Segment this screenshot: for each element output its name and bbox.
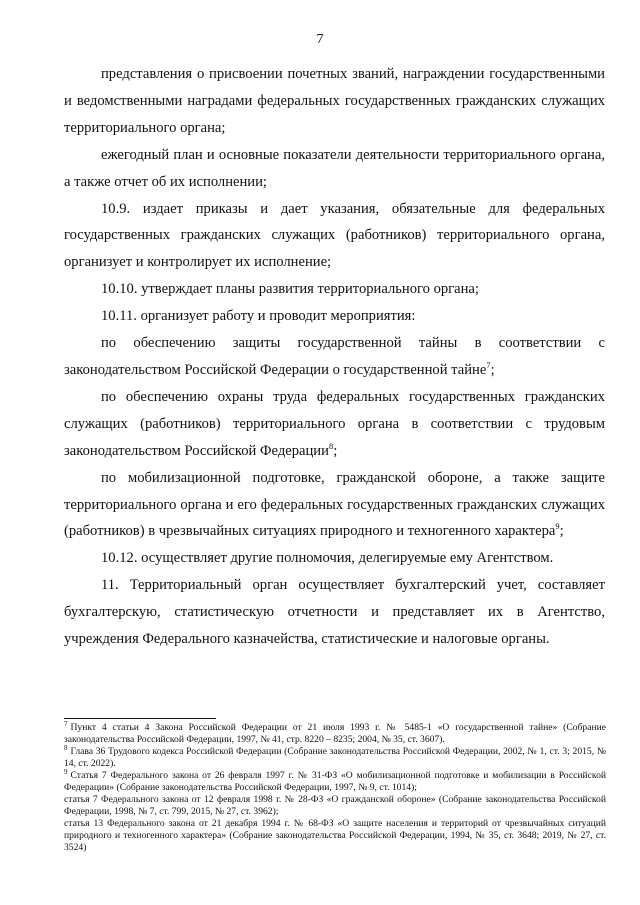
paragraph-text: 10.9. издает приказы и дает указания, обязательные для федеральных государственных гражданских служащих (работников) территориального органа, организует и контролирует их исполнение;: [64, 200, 605, 271]
footnote-separator: [64, 718, 216, 719]
footnote-text: Глава 36 Трудового кодекса Российской Федерации (Собрание законодательства Российской Федерации, 2002, № 1, ст. 3; 2015, № 14, ст. 2022).: [64, 746, 606, 769]
footnote-continuation: [64, 794, 606, 818]
footnote-text: статья 7 Федерального закона от 12 февраля 1998 г. № 28-ФЗ «О гражданской обороне» (Собрание законодательства Российской Федерации, 1998, № 7, ст. 799, 2015, № 27, ст. 3962);: [64, 794, 606, 817]
paragraph-text: 10.10. утверждает планы развития территориального органа;: [101, 281, 479, 298]
footnote-reference: 8: [328, 440, 334, 451]
paragraph: [64, 142, 605, 196]
paragraph-text: представления о присвоении почетных званий, награждении государственными и ведомственными наградами федеральных государственных гражданских служащих территориального органа;: [64, 66, 605, 136]
footnote-text: статья 13 Федерального закона от 21 декабря 1994 г. № 68-ФЗ «О защите населения и территорий от чрезвычайных ситуаций природного и техногенного характера» (Собрание законодательства Российской Федерации, 1994, № 35, ст. 3648; 2019, № 27, ст. 3524): [64, 818, 606, 853]
paragraph-text: 11. Территориальный орган осуществляет бухгалтерский учет, составляет бухгалтерскую, статистическую отчетности и представляет их в Агентство, учреждения Федерального казначейства, статистические и налоговые органы.: [64, 577, 605, 648]
footnote-mark: 9: [64, 767, 68, 776]
paragraph-end: ;: [559, 523, 564, 540]
main-text: [64, 61, 605, 653]
paragraph: [64, 196, 605, 277]
paragraph-text: 10.11. организует работу и проводит мероприятия:: [101, 308, 416, 325]
paragraph: [64, 545, 605, 572]
footnote-reference: 7: [486, 360, 491, 371]
paragraph: [64, 465, 605, 546]
paragraph-text: по обеспечению защиты государственной тайны в соответствии с законодательством Российской Федерации о государственной тайне: [64, 335, 605, 378]
footnotes: [64, 719, 606, 854]
paragraph: [64, 384, 605, 465]
footnote: [64, 719, 606, 746]
footnote: [64, 767, 606, 794]
footnote-mark: 8: [64, 743, 68, 752]
paragraph-end: ;: [333, 442, 338, 459]
paragraph: [64, 61, 605, 142]
paragraph: [64, 303, 605, 330]
footnote-continuation: [64, 818, 606, 854]
footnote-text: Пункт 4 статьи 4 Закона Российской Федерации от 21 июля 1993 г. № 5485-1 «О государственной тайне» (Собрание законодательства Российской Федерации, 1997, № 41, стр. 8220 – 8235; 2004, № 35, ст. 3607).: [64, 722, 606, 745]
paragraph: [64, 276, 605, 303]
page-number: 7: [316, 32, 324, 47]
paragraph-text: 10.12. осуществляет другие полномочия, делегируемые ему Агентством.: [101, 550, 554, 567]
paragraph-text: по мобилизационной подготовке, гражданской обороне, а также защите территориального органа и его федеральных государственных гражданских служащих (работников) в чрезвычайных ситуациях природного и техногенного характера: [64, 469, 605, 540]
footnote-reference: 9: [555, 521, 560, 532]
paragraph-text: по обеспечению охраны труда федеральных государственных гражданских служащих (работников) территориального органа в соответствии с трудовым законодательством Российской Федерации: [64, 388, 605, 459]
paragraph: [64, 572, 605, 653]
footnote-text: Статья 7 Федерального закона от 26 февраля 1997 г. № 31-ФЗ «О мобилизационной подготовке и мобилизации в Российской Федерации» (Собрание законодательства Российской Федерации, 1997, № 9, ст. 1014);: [64, 770, 606, 793]
paragraph-text: ежегодный план и основные показатели деятельности территориального органа, а также отчет об их исполнении;: [64, 146, 605, 190]
footnote-mark: 7: [64, 719, 68, 728]
paragraph: [64, 330, 605, 384]
footnote: [64, 743, 606, 770]
paragraph-end: ;: [490, 361, 495, 378]
